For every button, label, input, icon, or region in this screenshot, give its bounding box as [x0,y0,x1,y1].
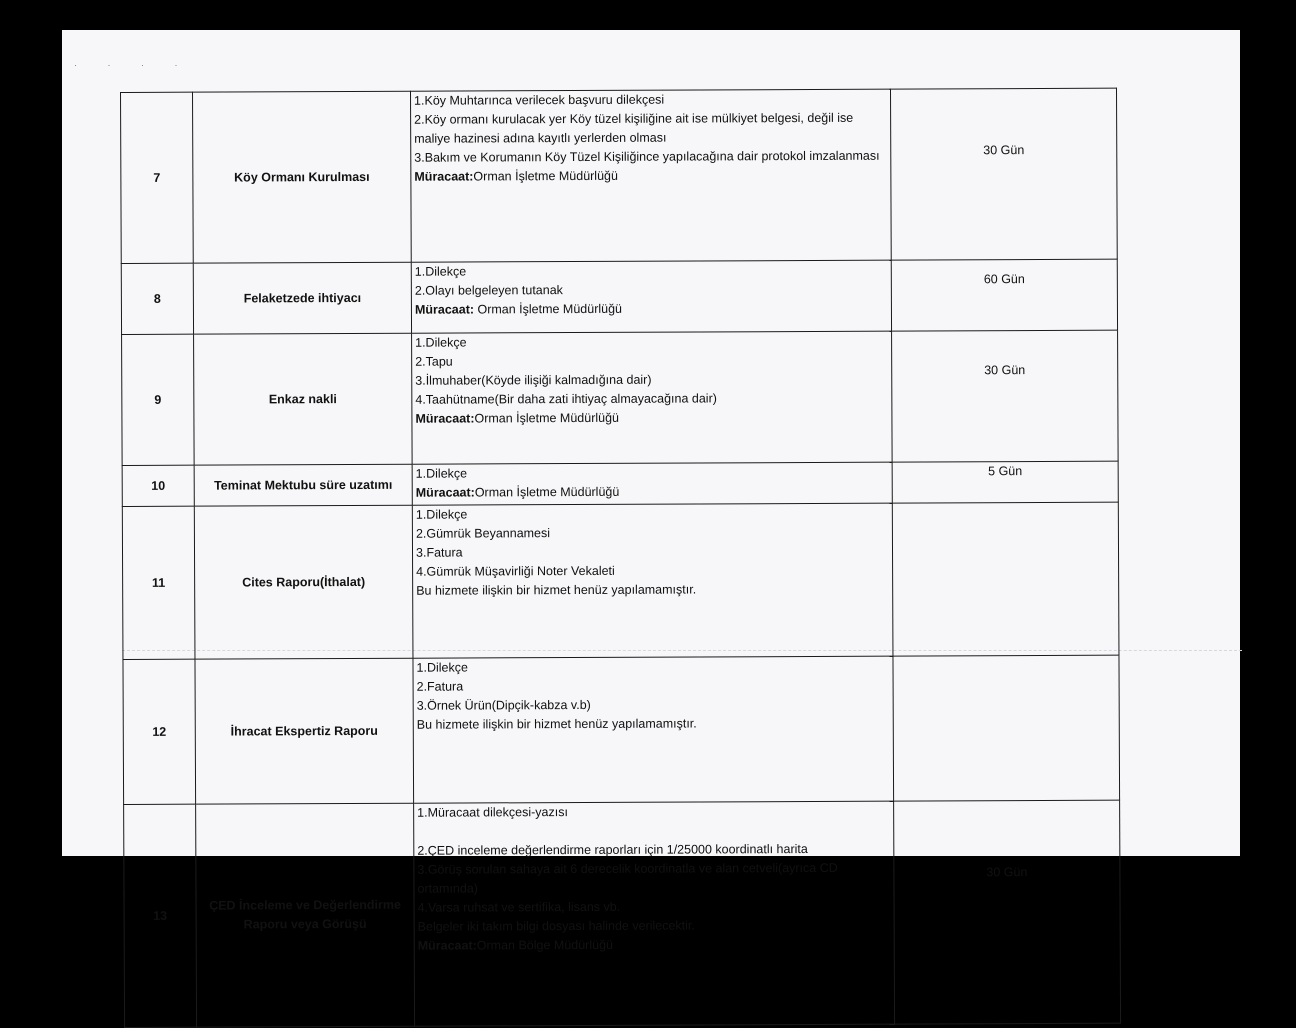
completion-time [892,502,1119,656]
document-item: Bu hizmete ilişkin bir hizmet henüz yapılamamıştır. [416,582,697,598]
service-name: Felaketzede ihtiyacı [193,262,411,334]
document-item: 2.Tapu [415,354,453,369]
document-item: 2.Köy ormanı kurulacak yer Köy tüzel kişiliğine ait ise mülkiyet belgesi, değil ise maliye hazinesi adına kayıtlı yerlerden olması [414,110,854,146]
service-name: Cites Raporu(İthalat) [194,505,413,659]
document-item: Bu hizmete ilişkin bir hizmet henüz yapılamamıştır. [416,716,697,732]
application-value: Orman İşletme Müdürlüğü [474,410,620,426]
application-label: Müracaat: [414,169,474,184]
document-item: 3.İlmuhaber(Köyde ilişiği kalmadığına dair) [415,372,652,388]
document-item: 1.Dilekçe [415,507,468,522]
document-item: 2.Gümrük Beyannamesi [415,526,551,541]
application-office [415,299,888,320]
completion-time: 30 Gün [894,800,1121,1024]
required-documents [412,331,893,464]
application-office [416,482,889,503]
application-office [415,408,888,429]
completion-time: 5 Gün [892,461,1118,503]
row-number: 12 [123,659,196,804]
document-item: 2.Fatura [416,679,464,694]
completion-time [893,655,1120,801]
application-office [414,166,887,187]
table-row [122,502,1119,659]
document-item: 2.Olayı belgeleyen tutanak [414,283,563,298]
required-documents [414,801,895,1026]
required-documents [410,89,891,262]
required-documents [411,260,891,333]
scan-marks: · · · · [74,60,192,70]
completion-time: 30 Gün [890,88,1117,260]
application-label: Müracaat: [415,411,475,426]
row-number: 11 [122,506,195,659]
application-label: Müracaat: [415,485,475,500]
completion-time: 30 Gün [892,330,1119,462]
application-label: Müracaat: [417,938,477,953]
row-number: 9 [122,334,195,465]
table-row [124,800,1121,1027]
table-row [123,655,1120,804]
document-item: 4.Varsa ruhsat ve sertifika, lisans vb. [417,899,621,915]
application-office [418,935,891,956]
application-value: Orman İşletme Müdürlüğü [473,301,623,317]
document-item: 1.Müracaat dilekçesi-yazısı [417,805,568,820]
document-item: 2.ÇED inceleme değerlendirme raporları için 1/25000 koordinatlı harita [417,842,808,858]
document-item: 1.Dilekçe [414,264,467,279]
service-name: ÇED İnceleme ve Değerlendirme Raporu veya Görüşü [196,803,415,1027]
document-item: 1.Dilekçe [415,466,468,481]
document-item: 3.Görüş sorulan sahaya ait 6 derecelik koordinatla ve alan cetveli(ayrıca CD ortamında) [417,860,838,896]
application-value: Orman Bölge Müdürlüğü [476,937,613,953]
application-value: Orman İşletme Müdürlüğü [473,168,618,184]
application-value: Orman İşletme Müdürlüğü [474,484,620,500]
row-number: 10 [122,465,194,506]
service-name: Enkaz nakli [194,333,413,465]
table-row [121,88,1118,263]
table-row [121,259,1117,334]
document-item: 3.Örnek Ürün(Dipçik-kabza v.b) [416,697,591,713]
required-documents [413,656,894,803]
service-name: Teminat Mektubu süre uzatımı [194,464,412,506]
document-item: Belgeler iki takım bilgi dosyası halinde verilecektir. [417,918,695,934]
document-item: 3.Fatura [415,545,463,560]
document-item: 1.Dilekçe [416,660,468,675]
scanned-page [62,30,1240,953]
table-row [122,330,1119,465]
document-item: 4.Gümrük Müşavirliği Noter Vekaleti [416,563,615,579]
document-item [417,821,890,842]
completion-time: 60 Gün [891,259,1117,331]
row-number: 7 [121,92,194,263]
application-label: Müracaat: [414,302,475,317]
row-number: 13 [124,804,197,1027]
service-standards-table [120,88,1121,1028]
service-name: Köy Ormanı Kurulması [193,91,412,263]
document-item: 4.Taahütname(Bir daha zati ihtiyaç almayacağına dair) [415,391,717,407]
row-number: 8 [121,263,193,334]
table-row [122,461,1118,506]
document-item: 3.Bakım ve Korumanın Köy Tüzel Kişiliğince yapılacağına dair protokol imzalanması [414,148,880,165]
required-documents [412,503,893,658]
document-item: 1.Dilekçe [415,335,467,350]
service-name: İhracat Ekspertiz Raporu [195,658,414,804]
document-item: 1.Köy Muhtarınca verilecek başvuru dilekçesi [414,92,665,108]
required-documents [412,462,892,505]
